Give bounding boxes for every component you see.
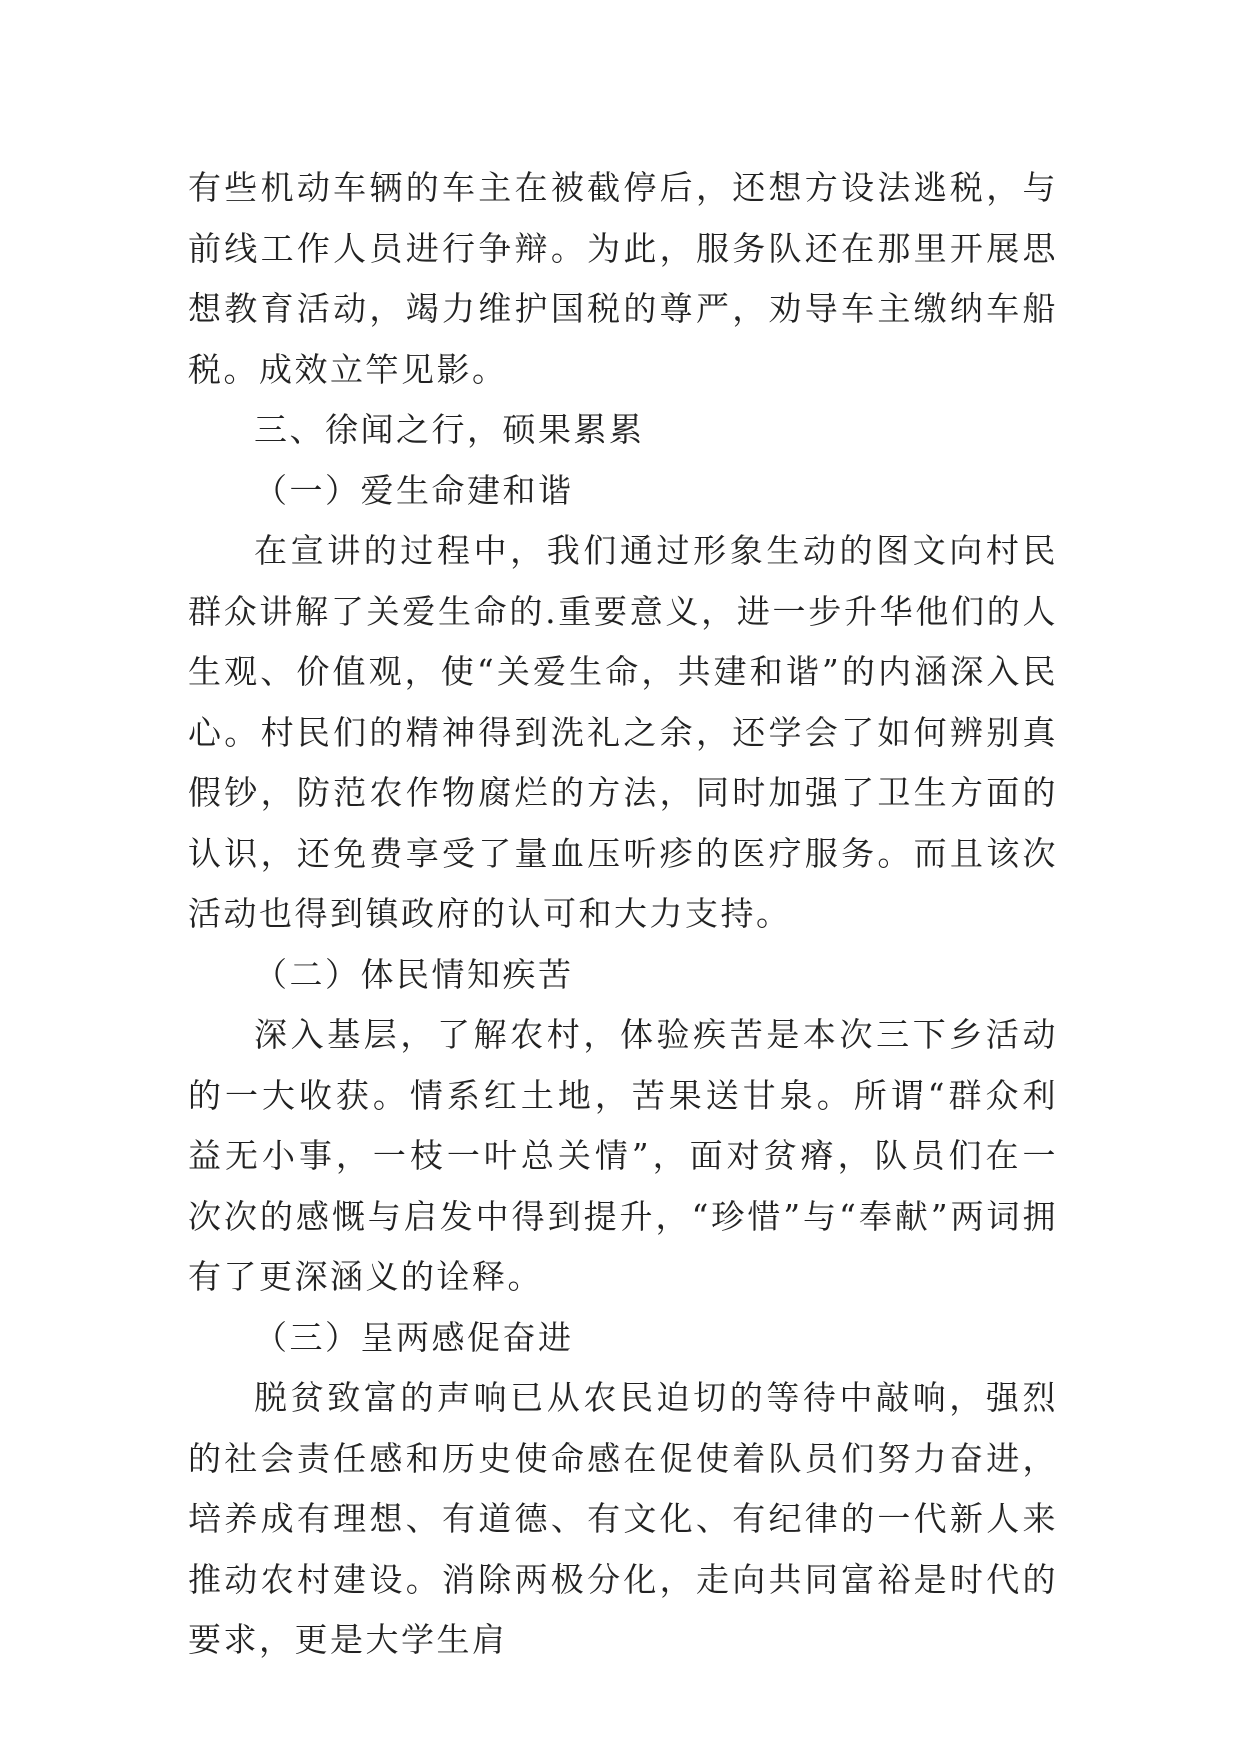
body-paragraph: 有些机动车辆的车主在被截停后，还想方设法逃税，与前线工作人员进行争辩。为此，服务队还在那里开展思想教育活动，竭力维护国税的尊严，劝导车主缴纳车船税。成效立竿见影。 xyxy=(188,168,1058,389)
section-heading: 三、徐闻之行，硕果累累 xyxy=(254,410,645,449)
subsection-heading: （三）呈两感促奋进 xyxy=(254,1317,574,1357)
body-paragraph: 深入基层，了解农村，体验疾苦是本次三下乡活动的一大收获。情系红土地，苦果送甘泉。所谓“群众利益无小事，一枝一叶总关情”，面对贫瘠，队员们在一次次的感慨与启发中得到提升，“珍惜”与“奉献”两词拥有了更深涵义的诠释。 xyxy=(188,1015,1058,1296)
document-body xyxy=(188,158,1058,1671)
subsection-heading: （一）爱生命建和谐 xyxy=(254,470,574,510)
body-paragraph: 脱贫致富的声响已从农民迫切的等待中敲响，强烈的社会责任感和历史使命感在促使着队员们努力奋进，培养成有理想、有道德、有文化、有纪律的一代新人来推动农村建设。消除两极分化，走向共同富裕是时代的要求，更是大学生肩 xyxy=(188,1378,1058,1659)
subsection-heading: （二）体民情知疾苦 xyxy=(254,954,574,994)
body-paragraph: 在宣讲的过程中，我们通过形象生动的图文向村民群众讲解了关爱生命的.重要意义，进一步升华他们的人生观、价值观，使“关爱生命，共建和谐”的内涵深入民心。村民们的精神得到洗礼之余，还学会了如何辨别真假钞，防范农作物腐烂的方法，同时加强了卫生方面的认识，还免费享受了量血压听疹的医疗服务。而且该次活动也得到镇政府的认可和大力支持。 xyxy=(188,531,1058,933)
